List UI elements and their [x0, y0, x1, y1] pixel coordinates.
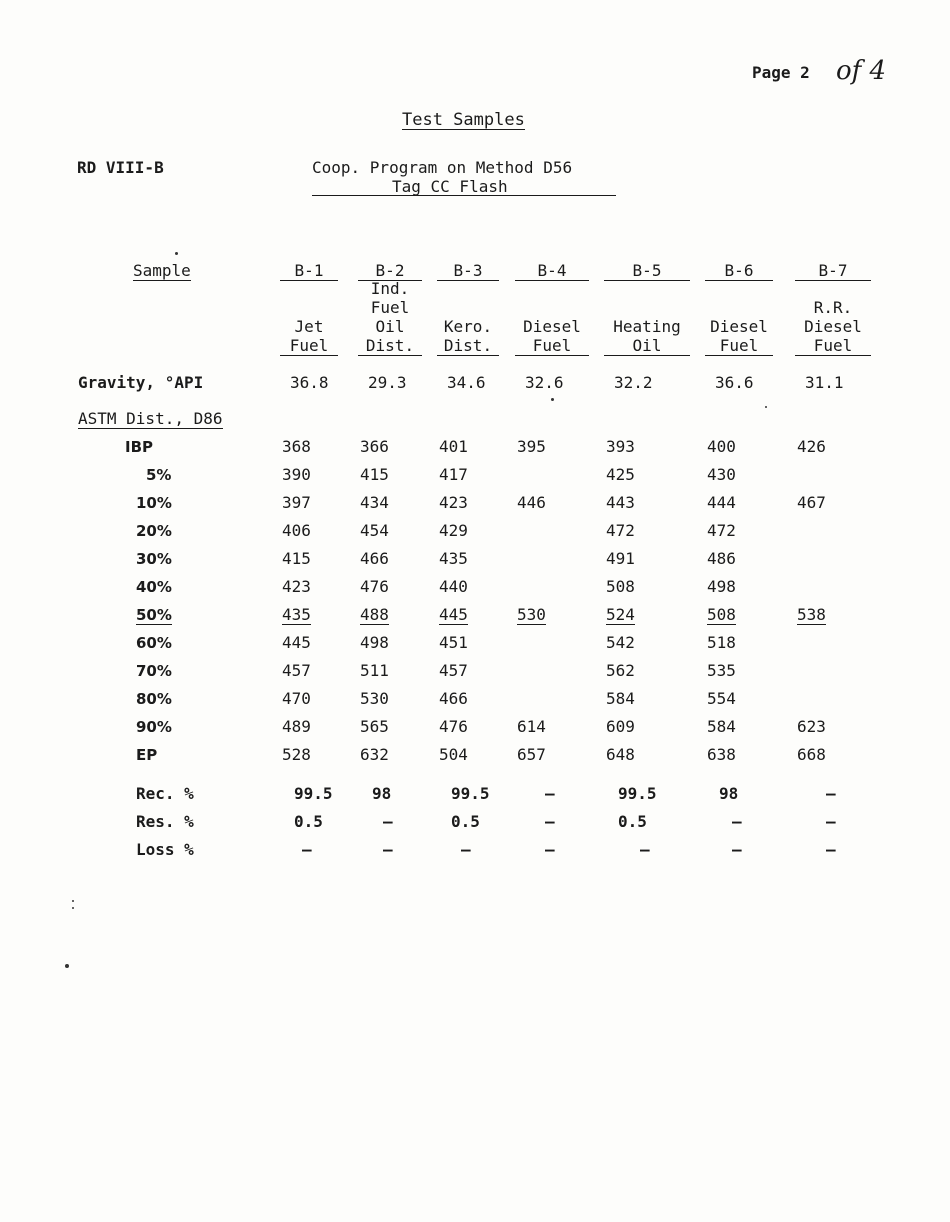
- distillation-cell: 508: [606, 577, 635, 596]
- gravity-value: 34.6: [447, 373, 486, 392]
- distillation-cell: 457: [439, 661, 468, 680]
- distillation-cell: 454: [360, 521, 389, 540]
- speck: [72, 907, 74, 909]
- column-description-line: Oil: [632, 336, 662, 355]
- program-line-2: Tag CC Flash: [392, 177, 508, 196]
- speck: [72, 900, 74, 902]
- column-description-line: Kero.: [443, 317, 493, 336]
- column-description-line: Ind.: [370, 279, 410, 298]
- distillation-cell: 401: [439, 437, 468, 456]
- column-description-line: Heating: [613, 317, 681, 336]
- column-description-underline: [795, 355, 871, 356]
- distillation-cell: 430: [707, 465, 736, 484]
- distillation-cell: 476: [360, 577, 389, 596]
- distillation-label: ASTM Dist., D86: [78, 409, 223, 428]
- column-id-header: B-3: [437, 262, 499, 281]
- speck: [765, 406, 767, 408]
- distillation-row-label: 10%: [136, 494, 172, 512]
- distillation-row-label: 30%: [136, 550, 172, 568]
- column-description-underline: [604, 355, 690, 356]
- recovery-cell: 98: [719, 784, 739, 803]
- distillation-cell: 476: [439, 717, 468, 736]
- recovery-cell: 99.5: [294, 784, 333, 803]
- distillation-row-label: 60%: [136, 634, 172, 652]
- distillation-cell: 554: [707, 689, 736, 708]
- recovery-row-label: Loss %: [136, 840, 194, 859]
- recovery-cell: –: [640, 840, 650, 859]
- column-id-header: B-6: [705, 262, 773, 281]
- distillation-cell: 415: [360, 465, 389, 484]
- gravity-value: 36.8: [290, 373, 329, 392]
- distillation-cell: 406: [282, 521, 311, 540]
- column-description-line: Diesel: [804, 317, 862, 336]
- distillation-cell: 393: [606, 437, 635, 456]
- distillation-cell: 614: [517, 717, 546, 736]
- recovery-cell: 99.5: [618, 784, 657, 803]
- ink-dot: [175, 252, 178, 255]
- distillation-cell: 562: [606, 661, 635, 680]
- distillation-cell: 445: [282, 633, 311, 652]
- page-title: Test Samples: [402, 110, 525, 130]
- column-id-header: B-5: [604, 262, 690, 281]
- column-id-header: B-2: [358, 262, 422, 281]
- distillation-cell: 511: [360, 661, 389, 680]
- distillation-cell: 444: [707, 493, 736, 512]
- page-label: Page 2: [752, 63, 810, 82]
- column-description-line: Jet: [294, 317, 324, 336]
- distillation-cell: 530: [517, 605, 546, 624]
- column-description-line: Diesel: [523, 317, 581, 336]
- distillation-cell: 395: [517, 437, 546, 456]
- program-line-1: Coop. Program on Method D56: [312, 158, 573, 177]
- column-description-underline: [437, 355, 499, 356]
- distillation-cell: 638: [707, 745, 736, 764]
- distillation-row-label: 20%: [136, 522, 172, 540]
- distillation-cell: 466: [439, 689, 468, 708]
- handwritten-page-total: of 4: [836, 56, 887, 86]
- recovery-cell: 99.5: [451, 784, 490, 803]
- distillation-cell: 368: [282, 437, 311, 456]
- gravity-value: 29.3: [368, 373, 407, 392]
- distillation-cell: 668: [797, 745, 826, 764]
- distillation-cell: 429: [439, 521, 468, 540]
- recovery-cell: –: [732, 840, 742, 859]
- distillation-cell: 491: [606, 549, 635, 568]
- distillation-cell: 488: [360, 605, 389, 624]
- recovery-cell: –: [826, 812, 836, 831]
- column-id-header: B-1: [280, 262, 338, 281]
- recovery-row-label: Rec. %: [136, 784, 194, 803]
- recovery-row-label: Res. %: [136, 812, 194, 831]
- recovery-cell: –: [302, 840, 312, 859]
- distillation-cell: 415: [282, 549, 311, 568]
- column-description-underline: [358, 355, 422, 356]
- distillation-cell: 530: [360, 689, 389, 708]
- sample-header: Sample: [133, 261, 191, 280]
- gravity-label: Gravity, °API: [78, 373, 204, 392]
- recovery-cell: 0.5: [451, 812, 480, 831]
- distillation-cell: 417: [439, 465, 468, 484]
- column-description-line: Fuel: [289, 336, 329, 355]
- recovery-cell: –: [383, 812, 393, 831]
- distillation-cell: 538: [797, 605, 826, 624]
- distillation-cell: 609: [606, 717, 635, 736]
- distillation-cell: 440: [439, 577, 468, 596]
- recovery-cell: –: [826, 784, 836, 803]
- distillation-cell: 518: [707, 633, 736, 652]
- column-description-underline: [705, 355, 773, 356]
- distillation-row-label: 70%: [136, 662, 172, 680]
- distillation-row-label: 5%: [146, 466, 172, 484]
- distillation-cell: 423: [439, 493, 468, 512]
- distillation-cell: 446: [517, 493, 546, 512]
- distillation-cell: 423: [282, 577, 311, 596]
- distillation-cell: 443: [606, 493, 635, 512]
- distillation-cell: 397: [282, 493, 311, 512]
- recovery-cell: –: [545, 840, 555, 859]
- distillation-cell: 466: [360, 549, 389, 568]
- column-description-underline: [280, 355, 338, 356]
- distillation-row-label: IBP: [125, 438, 154, 456]
- recovery-cell: –: [383, 840, 393, 859]
- distillation-cell: 366: [360, 437, 389, 456]
- recovery-cell: –: [732, 812, 742, 831]
- distillation-row-label: 40%: [136, 578, 172, 596]
- program-underline: [312, 195, 616, 196]
- distillation-cell: 648: [606, 745, 635, 764]
- distillation-cell: 508: [707, 605, 736, 624]
- column-id-header: B-7: [795, 262, 871, 281]
- column-description-line: Dist.: [365, 336, 415, 355]
- distillation-cell: 542: [606, 633, 635, 652]
- distillation-cell: 467: [797, 493, 826, 512]
- distillation-cell: 524: [606, 605, 635, 624]
- document-id: RD VIII-B: [77, 158, 164, 177]
- distillation-cell: 426: [797, 437, 826, 456]
- distillation-cell: 445: [439, 605, 468, 624]
- distillation-cell: 535: [707, 661, 736, 680]
- distillation-cell: 434: [360, 493, 389, 512]
- speck: [65, 964, 69, 968]
- distillation-cell: 435: [282, 605, 311, 624]
- distillation-cell: 400: [707, 437, 736, 456]
- recovery-cell: 0.5: [294, 812, 323, 831]
- distillation-cell: 623: [797, 717, 826, 736]
- distillation-cell: 528: [282, 745, 311, 764]
- recovery-cell: –: [545, 812, 555, 831]
- recovery-cell: 0.5: [618, 812, 647, 831]
- distillation-row-label: 50%: [136, 606, 172, 624]
- column-description-line: Diesel: [710, 317, 768, 336]
- column-description-line: Fuel: [719, 336, 759, 355]
- distillation-cell: 504: [439, 745, 468, 764]
- column-description-line: Fuel: [532, 336, 572, 355]
- distillation-cell: 489: [282, 717, 311, 736]
- column-description-line: Dist.: [443, 336, 493, 355]
- gravity-value: 32.6: [525, 373, 564, 392]
- recovery-cell: –: [461, 840, 471, 859]
- distillation-row-label: 90%: [136, 718, 172, 736]
- distillation-cell: 584: [707, 717, 736, 736]
- distillation-row-label: 80%: [136, 690, 172, 708]
- distillation-cell: 565: [360, 717, 389, 736]
- distillation-cell: 390: [282, 465, 311, 484]
- column-description-line: R.R.: [813, 298, 853, 317]
- recovery-cell: –: [545, 784, 555, 803]
- column-description-line: Fuel: [370, 298, 410, 317]
- column-description-line: Fuel: [813, 336, 853, 355]
- distillation-cell: 584: [606, 689, 635, 708]
- distillation-cell: 632: [360, 745, 389, 764]
- recovery-cell: 98: [372, 784, 392, 803]
- gravity-value: 31.1: [805, 373, 844, 392]
- column-id-header: B-4: [515, 262, 589, 281]
- distillation-cell: 425: [606, 465, 635, 484]
- distillation-cell: 435: [439, 549, 468, 568]
- distillation-cell: 472: [606, 521, 635, 540]
- column-description-line: Oil: [375, 317, 405, 336]
- gravity-value: 36.6: [715, 373, 754, 392]
- distillation-cell: 457: [282, 661, 311, 680]
- recovery-cell: –: [826, 840, 836, 859]
- distillation-cell: 470: [282, 689, 311, 708]
- distillation-cell: 451: [439, 633, 468, 652]
- gravity-value: 32.2: [614, 373, 653, 392]
- distillation-row-label: EP: [136, 746, 158, 764]
- distillation-cell: 498: [707, 577, 736, 596]
- speck: [551, 398, 554, 401]
- column-description-underline: [515, 355, 589, 356]
- distillation-cell: 657: [517, 745, 546, 764]
- distillation-cell: 498: [360, 633, 389, 652]
- distillation-cell: 472: [707, 521, 736, 540]
- distillation-cell: 486: [707, 549, 736, 568]
